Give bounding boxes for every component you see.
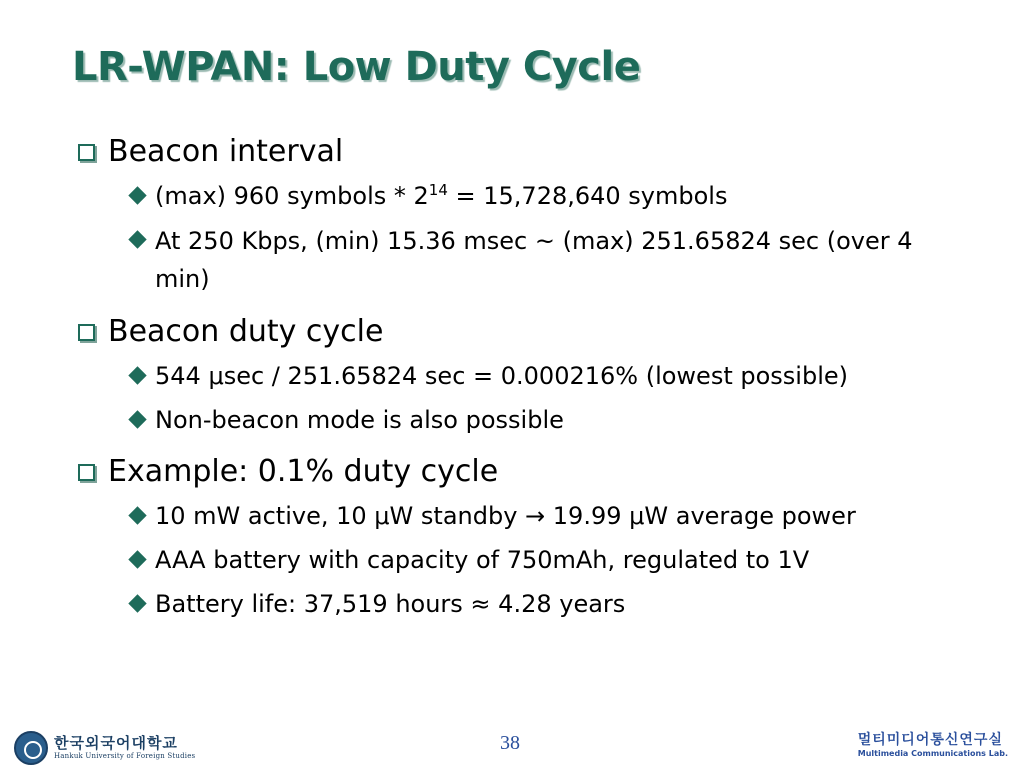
- bullet-item: [0, 498, 1024, 534]
- diamond-bullet-icon: [126, 542, 150, 578]
- checkbox-bullet-icon: [78, 324, 95, 341]
- university-name: [54, 735, 195, 761]
- diamond-bullet-icon: [126, 222, 150, 258]
- slide-title: LR-WPAN: Low Duty Cycle: [72, 44, 641, 90]
- lab-logo: [858, 732, 1008, 760]
- diamond-bullet-icon: [126, 498, 150, 534]
- diamond-bullet-icon: [126, 402, 150, 438]
- university-name-korean: 한국외국어대학교: [54, 734, 178, 752]
- section-heading-text: Example: 0.1% duty cycle: [108, 454, 499, 489]
- diamond-bullet-icon: [126, 358, 150, 394]
- section-heading-beacon-duty-cycle: [0, 312, 1024, 352]
- lab-name-english: Multimedia Communications Lab.: [857, 749, 1008, 758]
- checkbox-bullet-icon: [78, 144, 95, 161]
- bullet-text: AAA battery with capacity of 750mAh, regulated to 1V: [155, 546, 810, 574]
- bullet-item: [0, 222, 1024, 298]
- bullet-text-pre: (max) 960 symbols * 2: [155, 182, 429, 210]
- bullet-text: 544 μsec / 251.65824 sec = 0.000216% (lowest possible): [155, 362, 848, 390]
- bullet-item: [0, 358, 1024, 394]
- slide-content: [0, 132, 1024, 630]
- exponent: 14: [428, 181, 448, 199]
- bullet-text: Non-beacon mode is also possible: [155, 406, 564, 434]
- bullet-item: [0, 178, 1024, 214]
- bullet-text-post: = 15,728,640 symbols: [447, 182, 728, 210]
- university-name-english: Hankuk University of Foreign Studies: [54, 752, 196, 760]
- university-logo: [14, 729, 195, 767]
- page-number: 38: [500, 732, 520, 754]
- bullet-item: [0, 402, 1024, 438]
- bullet-text: At 250 Kbps, (min) 15.36 msec ~ (max) 251.65824 sec (over 4 min): [155, 227, 913, 293]
- section-heading-example: [0, 452, 1024, 492]
- section-heading-text: Beacon interval: [108, 134, 344, 169]
- bullet-item: [0, 586, 1024, 622]
- university-seal-icon: [14, 731, 48, 765]
- bullet-text: 10 mW active, 10 μW standby → 19.99 μW average power: [155, 502, 856, 530]
- bullet-text: Battery life: 37,519 hours ≈ 4.28 years: [155, 590, 626, 618]
- section-heading-text: Beacon duty cycle: [108, 314, 384, 349]
- bullet-item: [0, 542, 1024, 578]
- section-heading-beacon-interval: [0, 132, 1024, 172]
- diamond-bullet-icon: [126, 178, 150, 214]
- diamond-bullet-icon: [126, 586, 150, 622]
- lab-name-korean: 멀티미디어통신연구실: [857, 732, 1003, 748]
- checkbox-bullet-icon: [78, 464, 95, 481]
